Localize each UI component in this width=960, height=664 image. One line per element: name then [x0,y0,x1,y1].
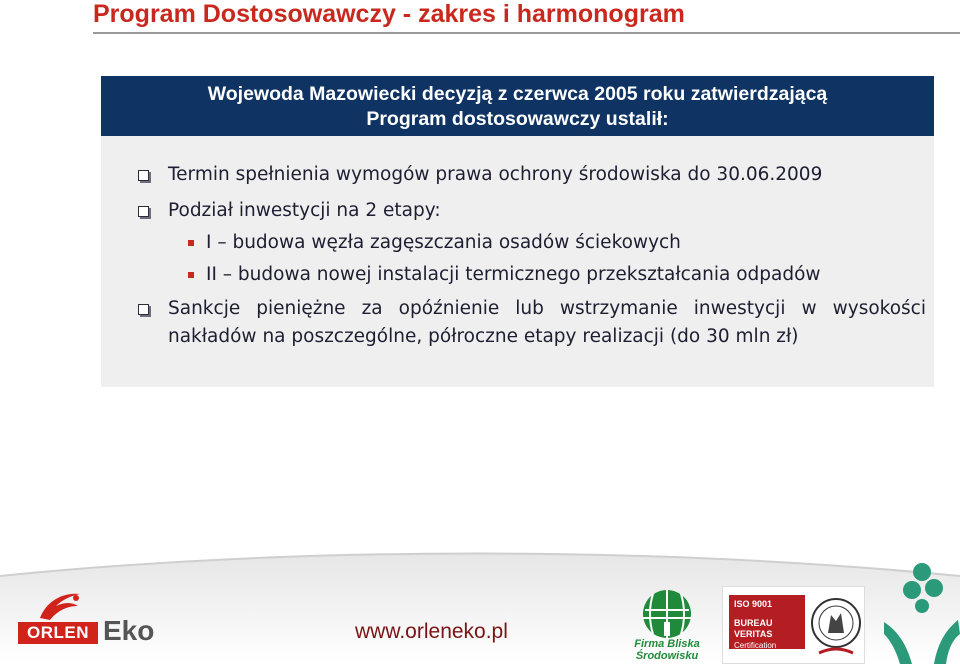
checkbox-bullet-icon [138,304,149,315]
bullet-deadline [142,161,922,189]
decision-header [101,76,934,136]
bureau-veritas-badge [722,586,865,664]
hands-leaves-icon [882,560,960,664]
square-bullet-icon [188,272,194,278]
header-line-2: Program dostosowawczy ustalił: [366,108,669,130]
sub-bullet-stage-2 [186,261,821,289]
fbs-line-2: Środowisku [635,650,699,662]
bullet-text: Podział inwestycji na 2 etapy: [168,200,441,221]
bv-name: BUREAU VERITAS [734,618,773,639]
eko-wordmark: Eko [103,615,155,646]
website-url[interactable]: www.orleneko.pl [355,620,508,643]
bv-cert-label: Certification [734,641,777,650]
fbs-line-1: Firma Bliska [634,638,700,650]
iso-label: ISO 9001 [734,599,773,609]
bullet-text: Sankcje pieniężne za opóźnienie lub wstrzymanie inwestycji w wysokości nakładów na poszczególne, półroczne etapy realizacji (do 30 mln zł) [168,298,926,347]
sub-bullet-text: II – budowa nowej instalacji termicznego przekształcania odpadów [206,264,821,285]
bureau-veritas-seal-icon [809,593,863,659]
bullet-text: Termin spełnienia wymogów prawa ochrony środowiska do 30.06.2009 [168,164,823,185]
orlen-eko-logo [18,588,168,648]
bullet-sanctions [142,295,926,351]
title-divider [93,32,960,34]
page-title: Program Dostosowawczy - zakres i harmonogram [93,0,685,28]
checkbox-bullet-icon [138,170,149,181]
fbs-caption [623,638,711,662]
orlen-wordmark: ORLEN [18,622,98,644]
iso-certificate-block [729,595,805,649]
bullet-stages [142,197,922,225]
header-line-1: Wojewoda Mazowiecki decyzją z czerwca 2005 roku zatwierdzającą [207,83,828,105]
firma-bliska-srodowisku-logo [623,588,711,664]
square-bullet-icon [188,240,194,246]
eagle-icon [36,588,84,622]
sub-bullet-text: I – budowa węzła zagęszczania osadów ściekowych [206,232,681,253]
checkbox-bullet-icon [138,206,149,217]
globe-tree-icon [637,588,697,640]
sub-bullet-stage-1 [186,229,681,257]
